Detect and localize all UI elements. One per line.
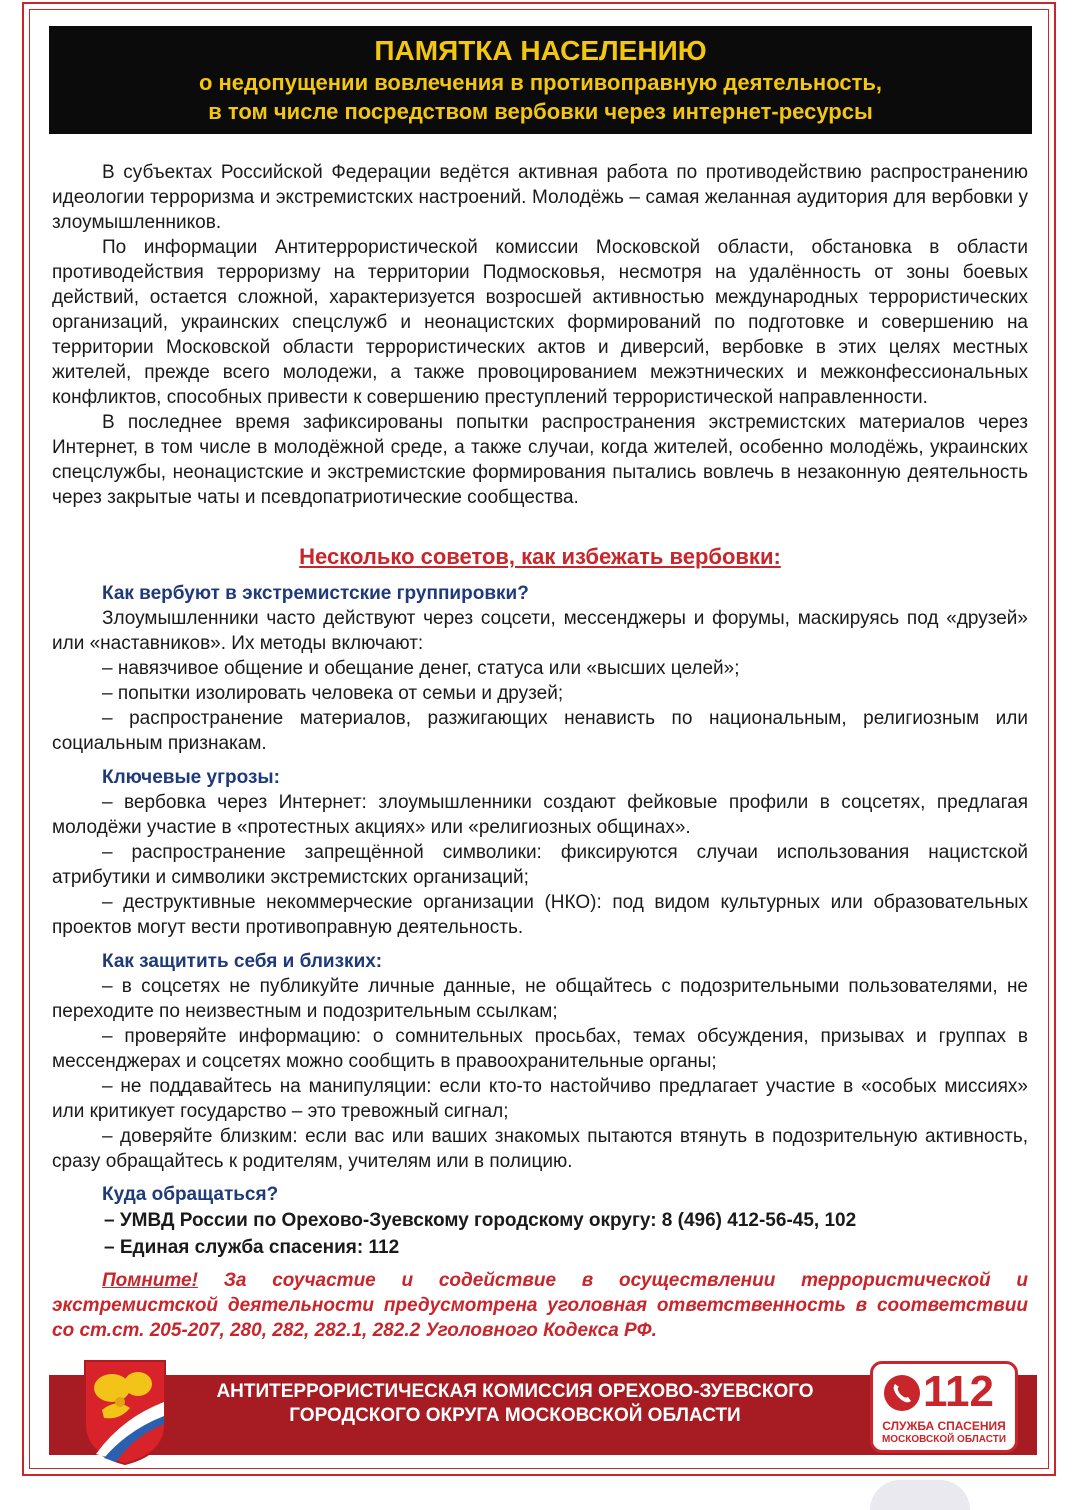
section-protect	[52, 949, 1028, 1174]
section-line: – не поддавайтесь на манипуляции: если кто-то настойчиво предлагает участие в «особых миссиях» или критикует государство – это тревожный сигнал;	[52, 1076, 1028, 1122]
phone-icon	[883, 1374, 921, 1412]
section-line: – деструктивные некоммерческие организации (НКО): под видом культурных или образовательных проектов могут вести противоправную деятельность.	[52, 892, 1028, 938]
section-line: – попытки изолировать человека от семьи и друзей;	[102, 683, 564, 704]
section-title-threats: Ключевые угрозы:	[102, 767, 280, 788]
intro-paragraph-1: В субъектах Российской Федерации ведётся активная работа по противодействию распространению идеологии терроризма и экстремистских настроений. Молодёжь – самая желанная аудитория для вербовки у злоумышленников.	[52, 162, 1028, 233]
section-line: Злоумышленники часто действуют через соцсети, мессенджеры и форумы, маскируясь под «друзей» или «наставников». Их методы включают:	[52, 608, 1028, 654]
footer-line2: ГОРОДСКОГО ОКРУГА МОСКОВСКОЙ ОБЛАСТИ	[289, 1405, 741, 1426]
section-line: – распространение материалов, разжигающих ненависть по национальным, религиозным или социальным признакам.	[52, 708, 1028, 754]
coat-of-arms-icon	[82, 1358, 168, 1466]
page-subtitle-line2: в том числе посредством вербовки через интернет-ресурсы	[208, 99, 873, 124]
badge-line2: МОСКОВСКОЙ ОБЛАСТИ	[881, 1434, 1007, 1445]
section-contacts	[52, 1182, 1028, 1261]
section-title-how: Как вербуют в экстремистские группировки?	[102, 583, 529, 604]
section-line: – доверяйте близким: если вас или ваших знакомых пытаются втянуть в подозрительную активность, сразу обращайтесь к родителям, учителям или в полицию.	[52, 1126, 1028, 1172]
remember-label: Помните!	[102, 1270, 198, 1291]
intro-paragraph-2: По информации Антитеррористической комиссии Московской области, обстановка в области противодействия терроризму на территории Подмосковья, несмотря на удалённость от зоны боевых действий, остается сложной, характеризуется возросшей активностью международных террористических организаций, украинских спецслужб и неонацистских формирований по подготовке и совершению на территории Московской области террористических актов и диверсий, вербовке в этих целях местных жителей, прежде всего молодежи, а также провоцированием межэтнических и межконфессиональных конфликтов, способных привести к совершению преступлений террористической направленности.	[52, 237, 1028, 408]
section-title-protect: Как защитить себя и близких:	[102, 951, 383, 972]
contact-rescue: – Единая служба спасения: 112	[104, 1237, 400, 1258]
footer-text	[170, 1380, 860, 1428]
section-line: – проверяйте информацию: о сомнительных просьбах, темах обсуждения, призывах и группах в мессенджерах и соцсетях можно сообщить в правоохранительные органы;	[52, 1026, 1028, 1072]
intro-text	[52, 160, 1028, 510]
footer-line1: АНТИТЕРРОРИСТИЧЕСКАЯ КОМИССИЯ ОРЕХОВО-ЗУЕВСКОГО	[216, 1381, 814, 1402]
warning-text: За соучастие и содействие в осуществлении террористической и экстремистской деятельности предусмотрена уголовная ответственность в соответствии со ст.ст. 205-207, 280, 282, 282.1, 282.2 Уголовного Кодекса РФ.	[52, 1270, 1028, 1341]
section-line: – распространение запрещённой символики: фиксируются случаи использования нацистской атрибутики и символики экстремистских организаций;	[52, 842, 1028, 888]
legal-warning	[52, 1268, 1028, 1343]
bottom-corner-shape	[870, 1480, 970, 1510]
section-title-contacts: Куда обращаться?	[102, 1184, 279, 1205]
section-line: – навязчивое общение и обещание денег, статуса или «высших целей»;	[102, 658, 740, 679]
contact-police: – УМВД России по Орехово-Зуевскому городскому округу: 8 (496) 412-56-45, 102	[104, 1210, 857, 1231]
emergency-112-badge	[870, 1361, 1018, 1453]
header-banner	[49, 26, 1032, 134]
section-how-recruit	[52, 581, 1028, 756]
tips-heading: Несколько советов, как избежать вербовки:	[299, 544, 781, 569]
page-title: ПАМЯТКА НАСЕЛЕНИЮ	[374, 35, 707, 66]
badge-line1: СЛУЖБА СПАСЕНИЯ	[882, 1419, 1006, 1433]
page-subtitle-line1: о недопущении вовлечения в противоправную деятельность,	[198, 70, 883, 95]
intro-paragraph-3: В последнее время зафиксированы попытки распространения экстремистских материалов через Интернет, в том числе в молодёжной среде, а также случаи, когда жителей, особенно молодёжь, украинских спецслужбы, неонацистские и экстремистские формирования пытались вовлечь в незаконную деятельность через закрытые чаты и псевдопатриотические сообщества.	[52, 412, 1028, 508]
section-line: – вербовка через Интернет: злоумышленники создают фейковые профили в соцсетях, предлагая молодёжи участие в «протестных акциях» или «религиозных общинах».	[52, 792, 1028, 838]
section-line: – в соцсетях не публикуйте личные данные, не общайтесь с подозрительными пользователями, не переходите по неизвестным и подозрительным ссылкам;	[52, 976, 1028, 1022]
section-threats	[52, 765, 1028, 940]
badge-number: 112	[923, 1367, 994, 1416]
